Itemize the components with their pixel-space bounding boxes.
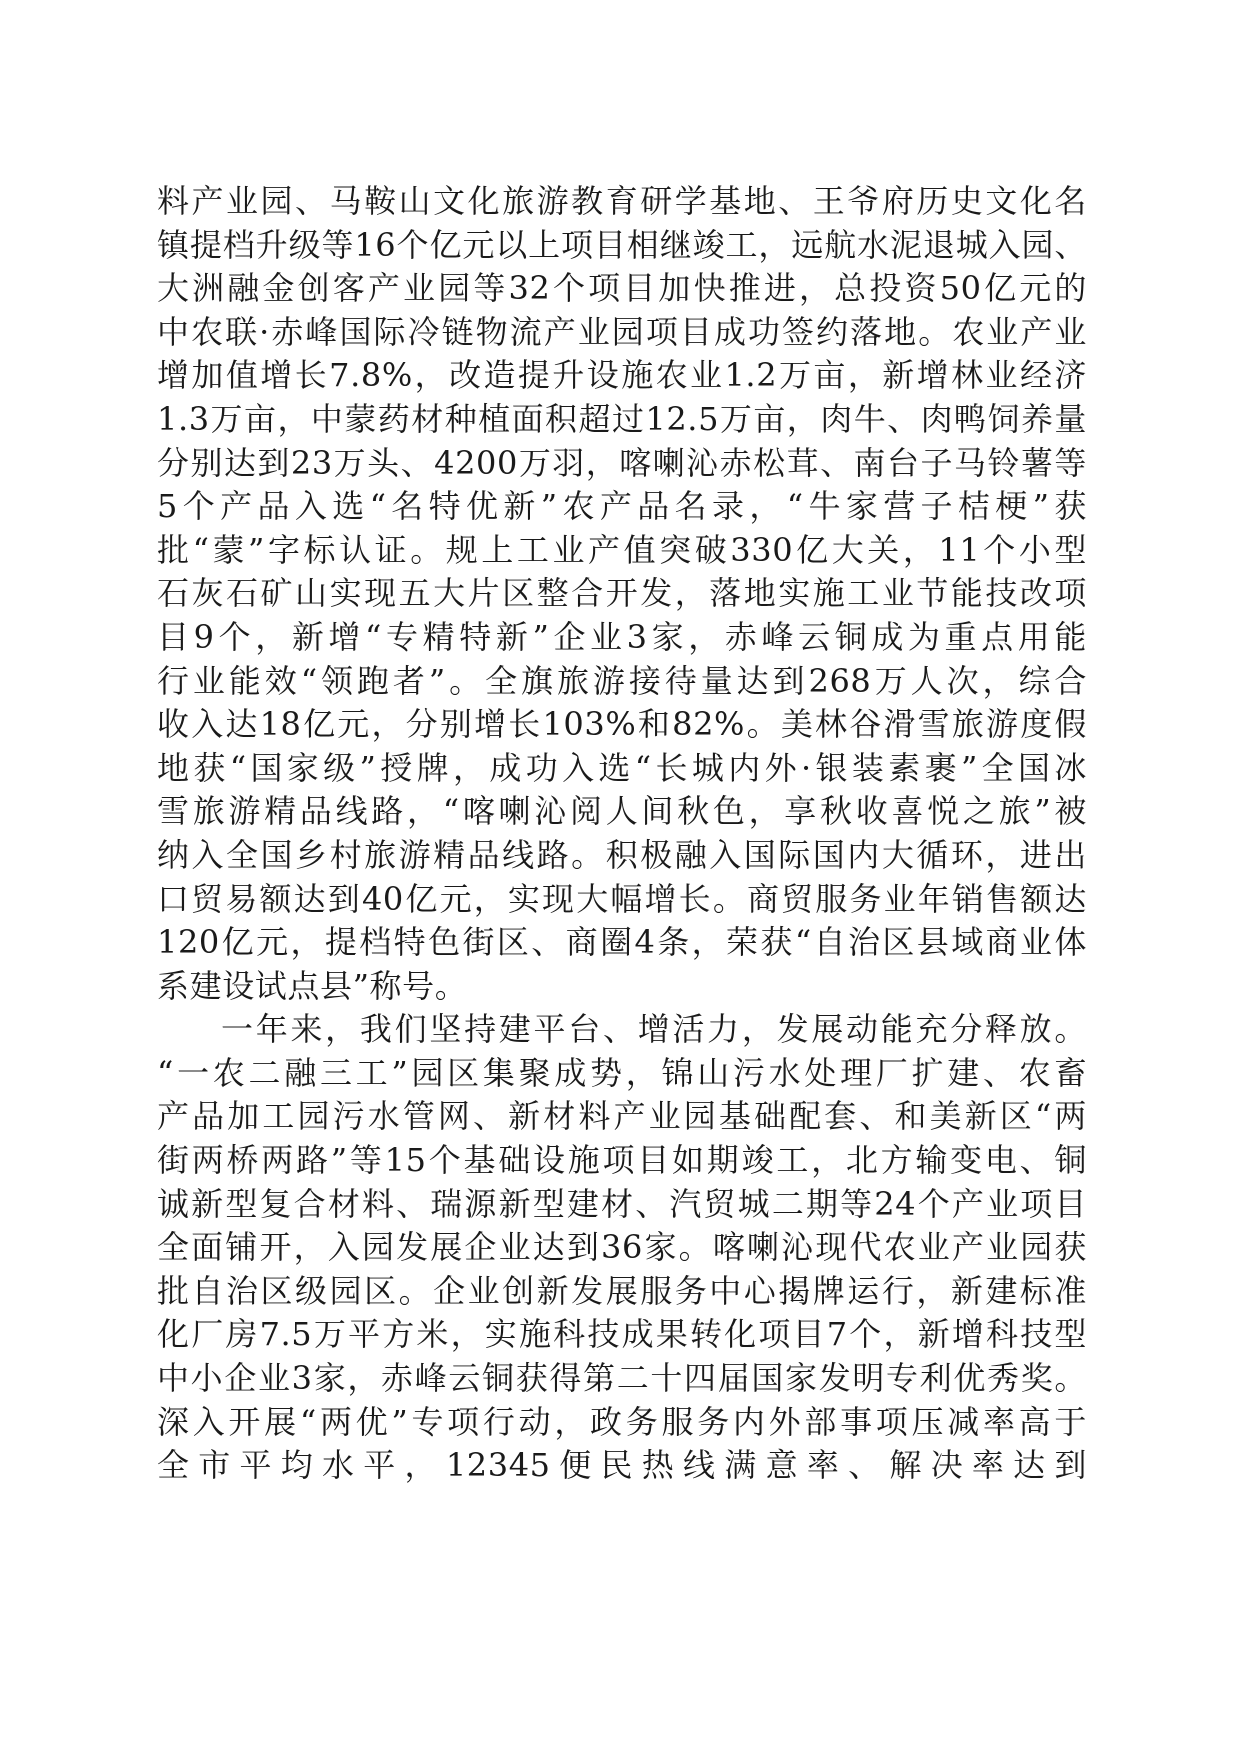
text-line: 分别达到23万头、4200万羽，喀喇沁赤松茸、南台子马铃薯等 (157, 443, 1087, 482)
text-line: 批自治区级园区。企业创新发展服务中心揭牌运行，新建标准 (157, 1271, 1087, 1310)
text-line: 收入达18亿元，分别增长103%和82%。美林谷滑雪旅游度假 (157, 705, 1087, 744)
text-line: 雪旅游精品线路，“喀喇沁阅人间秋色，享秋收喜悦之旅”被 (157, 792, 1087, 831)
text-line: 口贸易额达到40亿元，实现大幅增长。商贸服务业年销售额达 (157, 879, 1087, 918)
text-line: 诚新型复合材料、瑞源新型建材、汽贸城二期等24个产业项目 (157, 1184, 1087, 1223)
text-line: 纳入全国乡村旅游精品线路。积极融入国际国内大循环，进出 (157, 835, 1087, 874)
text-line: 行业能效“领跑者”。全旗旅游接待量达到268万人次，综合 (157, 661, 1087, 700)
text-line: 化厂房7.5万平方米，实施科技成果转化项目7个，新增科技型 (157, 1315, 1087, 1354)
text-line: 石灰石矿山实现五大片区整合开发，落地实施工业节能技改项 (157, 574, 1087, 613)
text-line: 街两桥两路”等15个基础设施项目如期竣工，北方输变电、铜 (157, 1141, 1087, 1180)
text-line: 120亿元，提档特色街区、商圈4条，荣获“自治区县域商业体 (157, 923, 1087, 962)
text-line: 5个产品入选“名特优新”农产品名录，“牛家营子桔梗”获 (157, 487, 1087, 526)
text-line: 增加值增长7.8%，改造提升设施农业1.2万亩，新增林业经济 (157, 356, 1087, 395)
text-line: 产品加工园污水管网、新材料产业园基础配套、和美新区“两 (157, 1097, 1087, 1136)
text-line: 中农联·赤峰国际冷链物流产业园项目成功签约落地。农业产业 (157, 312, 1087, 351)
text-line: 料产业园、马鞍山文化旅游教育研学基地、王爷府历史文化名 (157, 182, 1087, 220)
text-line: 镇提档升级等16个亿元以上项目相继竣工，远航水泥退城入园、 (157, 225, 1087, 264)
text-line: “一农二融三工”园区集聚成势，锦山污水处理厂扩建、农畜 (157, 1053, 1087, 1092)
text-line: 大洲融金创客产业园等32个项目加快推进，总投资50亿元的 (157, 269, 1087, 308)
text-line: 全面铺开，入园发展企业达到36家。喀喇沁现代农业产业园获 (157, 1228, 1087, 1267)
text-line: 中小企业3家，赤峰云铜获得第二十四届国家发明专利优秀奖。 (157, 1359, 1087, 1398)
text-line: 系建设试点县”称号。 (157, 966, 468, 1005)
text-line: 目9个，新增“专精特新”企业3家，赤峰云铜成为重点用能 (157, 617, 1087, 656)
paragraph-2 (157, 1008, 1087, 1488)
text-line: 批“蒙”字标认证。规上工业产值突破330亿大关，11个小型 (157, 530, 1087, 569)
text-line: 全市平均水平，12345便民热线满意率、解决率达到 (157, 1446, 1087, 1485)
text-line: 深入开展“两优”专项行动，政务服务内外部事项压减率高于 (157, 1402, 1087, 1441)
text-line: 地获“国家级”授牌，成功入选“长城内外·银装素裹”全国冰 (157, 748, 1087, 787)
paragraph-1 (157, 180, 1087, 1008)
text-line: 一年来，我们坚持建平台、增活力，发展动能充分释放。 (221, 1010, 1087, 1049)
text-line: 1.3万亩，中蒙药材种植面积超过12.5万亩，肉牛、肉鸭饲养量 (157, 399, 1087, 438)
document-body (157, 180, 1087, 1488)
